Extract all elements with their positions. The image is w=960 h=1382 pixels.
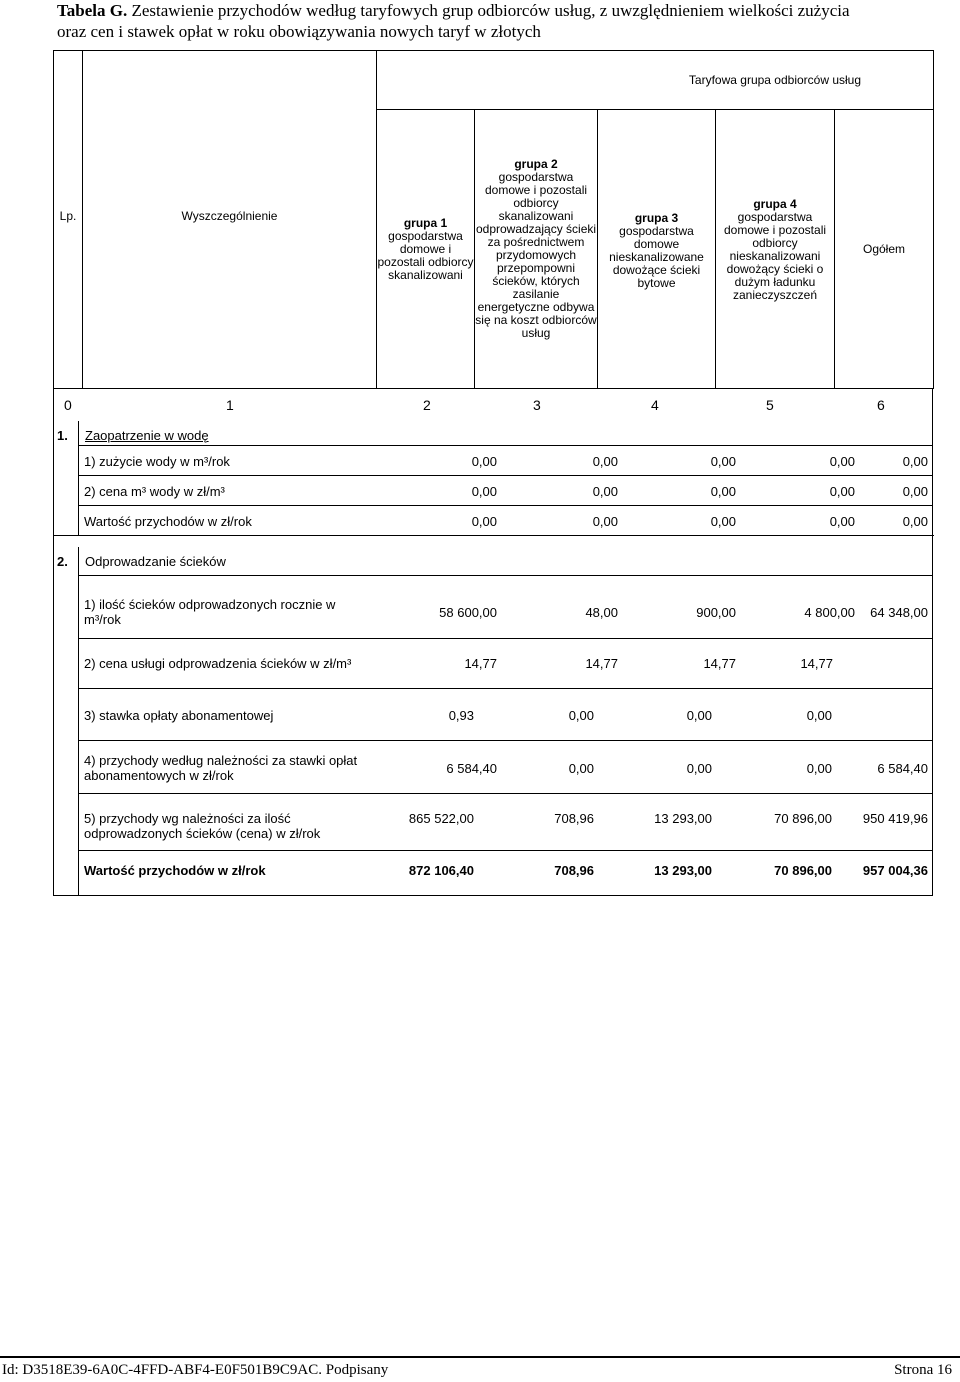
value-g1: 865 522,00 — [408, 811, 474, 826]
row-label: 1) ilość ścieków odprowadzonych rocznie w m³/rok — [84, 597, 336, 627]
value-g2: 14,77 — [585, 656, 618, 671]
title-line-1: Zestawienie przychodów według taryfowych grup odbiorców usług, z uwzględnieniem wielkości zużycia — [131, 1, 850, 20]
value-g4: 0,00 — [806, 761, 832, 776]
table-body — [53, 388, 933, 896]
value-g3: 13 293,00 — [654, 863, 712, 878]
section-1-num: 1. — [57, 428, 68, 443]
value-total: 6 584,40 — [877, 761, 928, 776]
row-label: 5) przychody wg należności za ilość odprowadzonych ścieków (cena) w zł/rok — [84, 811, 321, 841]
value-g1: 6 584,40 — [446, 761, 497, 776]
section-2-heading — [57, 554, 226, 569]
value-g2: 48,00 — [585, 605, 618, 620]
value-g4: 14,77 — [800, 656, 833, 671]
value-total: 64 348,00 — [870, 605, 928, 620]
header-group-4 — [716, 110, 835, 389]
col-num-0: 0 — [64, 397, 72, 413]
value-g2: 708,96 — [554, 863, 594, 878]
section-1-title: Zaopatrzenie w wodę — [85, 428, 209, 443]
group-2-title: grupa 2 — [514, 157, 558, 171]
footer-id: Id: D3518E39-6A0C-4FFD-ABF4-E0F501B9C9AC. Podpisany — [2, 1362, 389, 1378]
group-1-desc: gospodarstwa domowe i pozostali odbiorcy skanalizowani — [377, 228, 474, 282]
value-total: 0,00 — [902, 484, 928, 499]
value-g4: 0,00 — [829, 514, 855, 529]
value-g1: 14,77 — [464, 656, 497, 671]
column-numbers-row — [54, 397, 934, 417]
value-g3: 0,00 — [710, 484, 736, 499]
row-label: Wartość przychodów w zł/rok — [84, 863, 266, 878]
group-3-title: grupa 3 — [634, 211, 679, 225]
value-g1: 872 106,40 — [408, 863, 474, 878]
section-1-heading — [57, 428, 209, 443]
value-total: 0,00 — [902, 514, 928, 529]
row-label: 2) cena m³ wody w zł/m³ — [84, 484, 225, 499]
value-g3: 0,00 — [686, 761, 712, 776]
value-g2: 0,00 — [592, 514, 618, 529]
group-2-desc: gospodarstwa domowe i pozostali odbiorcy skanalizowani odprowadzający ścieki za pośrednictwem przydomowych przepompowni ścieków, których zasilanie energetyczne odbywa się na koszt odbiorców usług — [475, 170, 597, 340]
col-num-1: 1 — [226, 397, 234, 413]
value-total: 950 419,96 — [862, 811, 928, 826]
value-total: 0,00 — [902, 454, 928, 469]
row-label: Wartość przychodów w zł/rok — [84, 514, 252, 529]
value-g3: 0,00 — [710, 454, 736, 469]
group-1-title: grupa 1 — [403, 215, 448, 230]
value-g3: 900,00 — [696, 605, 736, 620]
document-title — [57, 0, 937, 42]
value-total: 957 004,36 — [862, 863, 928, 878]
footer-page: Strona 16 — [894, 1362, 952, 1378]
title-line-2: oraz cen i stawek opłat w roku obowiązywania nowych taryf w złotych — [57, 22, 541, 41]
value-g1: 0,00 — [471, 454, 497, 469]
value-g2: 0,00 — [592, 454, 618, 469]
header-group-1 — [377, 110, 475, 389]
value-g2: 0,00 — [568, 761, 594, 776]
value-g1: 58 600,00 — [439, 605, 497, 620]
section-2-num: 2. — [57, 554, 68, 569]
row-label: 2) cena usługi odprowadzenia ścieków w zł/m³ — [84, 656, 352, 671]
header-group-2 — [475, 110, 598, 389]
col-num-4: 4 — [651, 397, 659, 413]
value-g2: 0,00 — [592, 484, 618, 499]
header-group-3 — [598, 110, 716, 389]
header-lp: Lp. — [54, 51, 83, 389]
value-g1: 0,93 — [448, 708, 474, 723]
value-g4: 0,00 — [806, 708, 832, 723]
section-2-title: Odprowadzanie ścieków — [85, 554, 226, 569]
header-ogolem: Ogółem — [835, 110, 934, 389]
value-g2: 0,00 — [568, 708, 594, 723]
value-g1: 0,00 — [471, 514, 497, 529]
value-g4: 70 896,00 — [774, 863, 832, 878]
value-g3: 0,00 — [710, 514, 736, 529]
value-g2: 708,96 — [554, 811, 594, 826]
row-label: 1) zużycie wody w m³/rok — [84, 454, 230, 469]
header-table — [53, 50, 934, 389]
group-3-desc: gospodarstwa domowe nieskanalizowane dowożące ścieki bytowe — [609, 224, 704, 290]
col-num-2: 2 — [423, 397, 431, 413]
group-4-desc: gospodarstwa domowe i pozostali odbiorcy nieskanalizowani dowożący ścieki o dużym ładunku zanieczyszczeń — [723, 210, 827, 302]
col-num-5: 5 — [766, 397, 774, 413]
value-g4: 4 800,00 — [804, 605, 855, 620]
group-4-title: grupa 4 — [753, 197, 797, 211]
table-label: Tabela G. — [57, 1, 128, 20]
value-g4: 0,00 — [829, 484, 855, 499]
value-g1: 0,00 — [471, 484, 497, 499]
value-g3: 0,00 — [686, 708, 712, 723]
value-g4: 0,00 — [829, 454, 855, 469]
col-num-3: 3 — [533, 397, 541, 413]
value-g3: 14,77 — [703, 656, 736, 671]
footer-divider — [0, 1356, 960, 1358]
row-label: 4) przychody według należności za stawki opłat abonamentowych w zł/rok — [84, 753, 358, 783]
row-label: 3) stawka opłaty abonamentowej — [84, 708, 274, 723]
col-num-6: 6 — [877, 397, 885, 413]
header-wyszczegolnienie: Wyszczególnienie — [83, 51, 377, 389]
value-g4: 70 896,00 — [774, 811, 832, 826]
value-g3: 13 293,00 — [654, 811, 712, 826]
header-group-title: Taryfowa grupa odbiorców usług — [377, 51, 934, 110]
